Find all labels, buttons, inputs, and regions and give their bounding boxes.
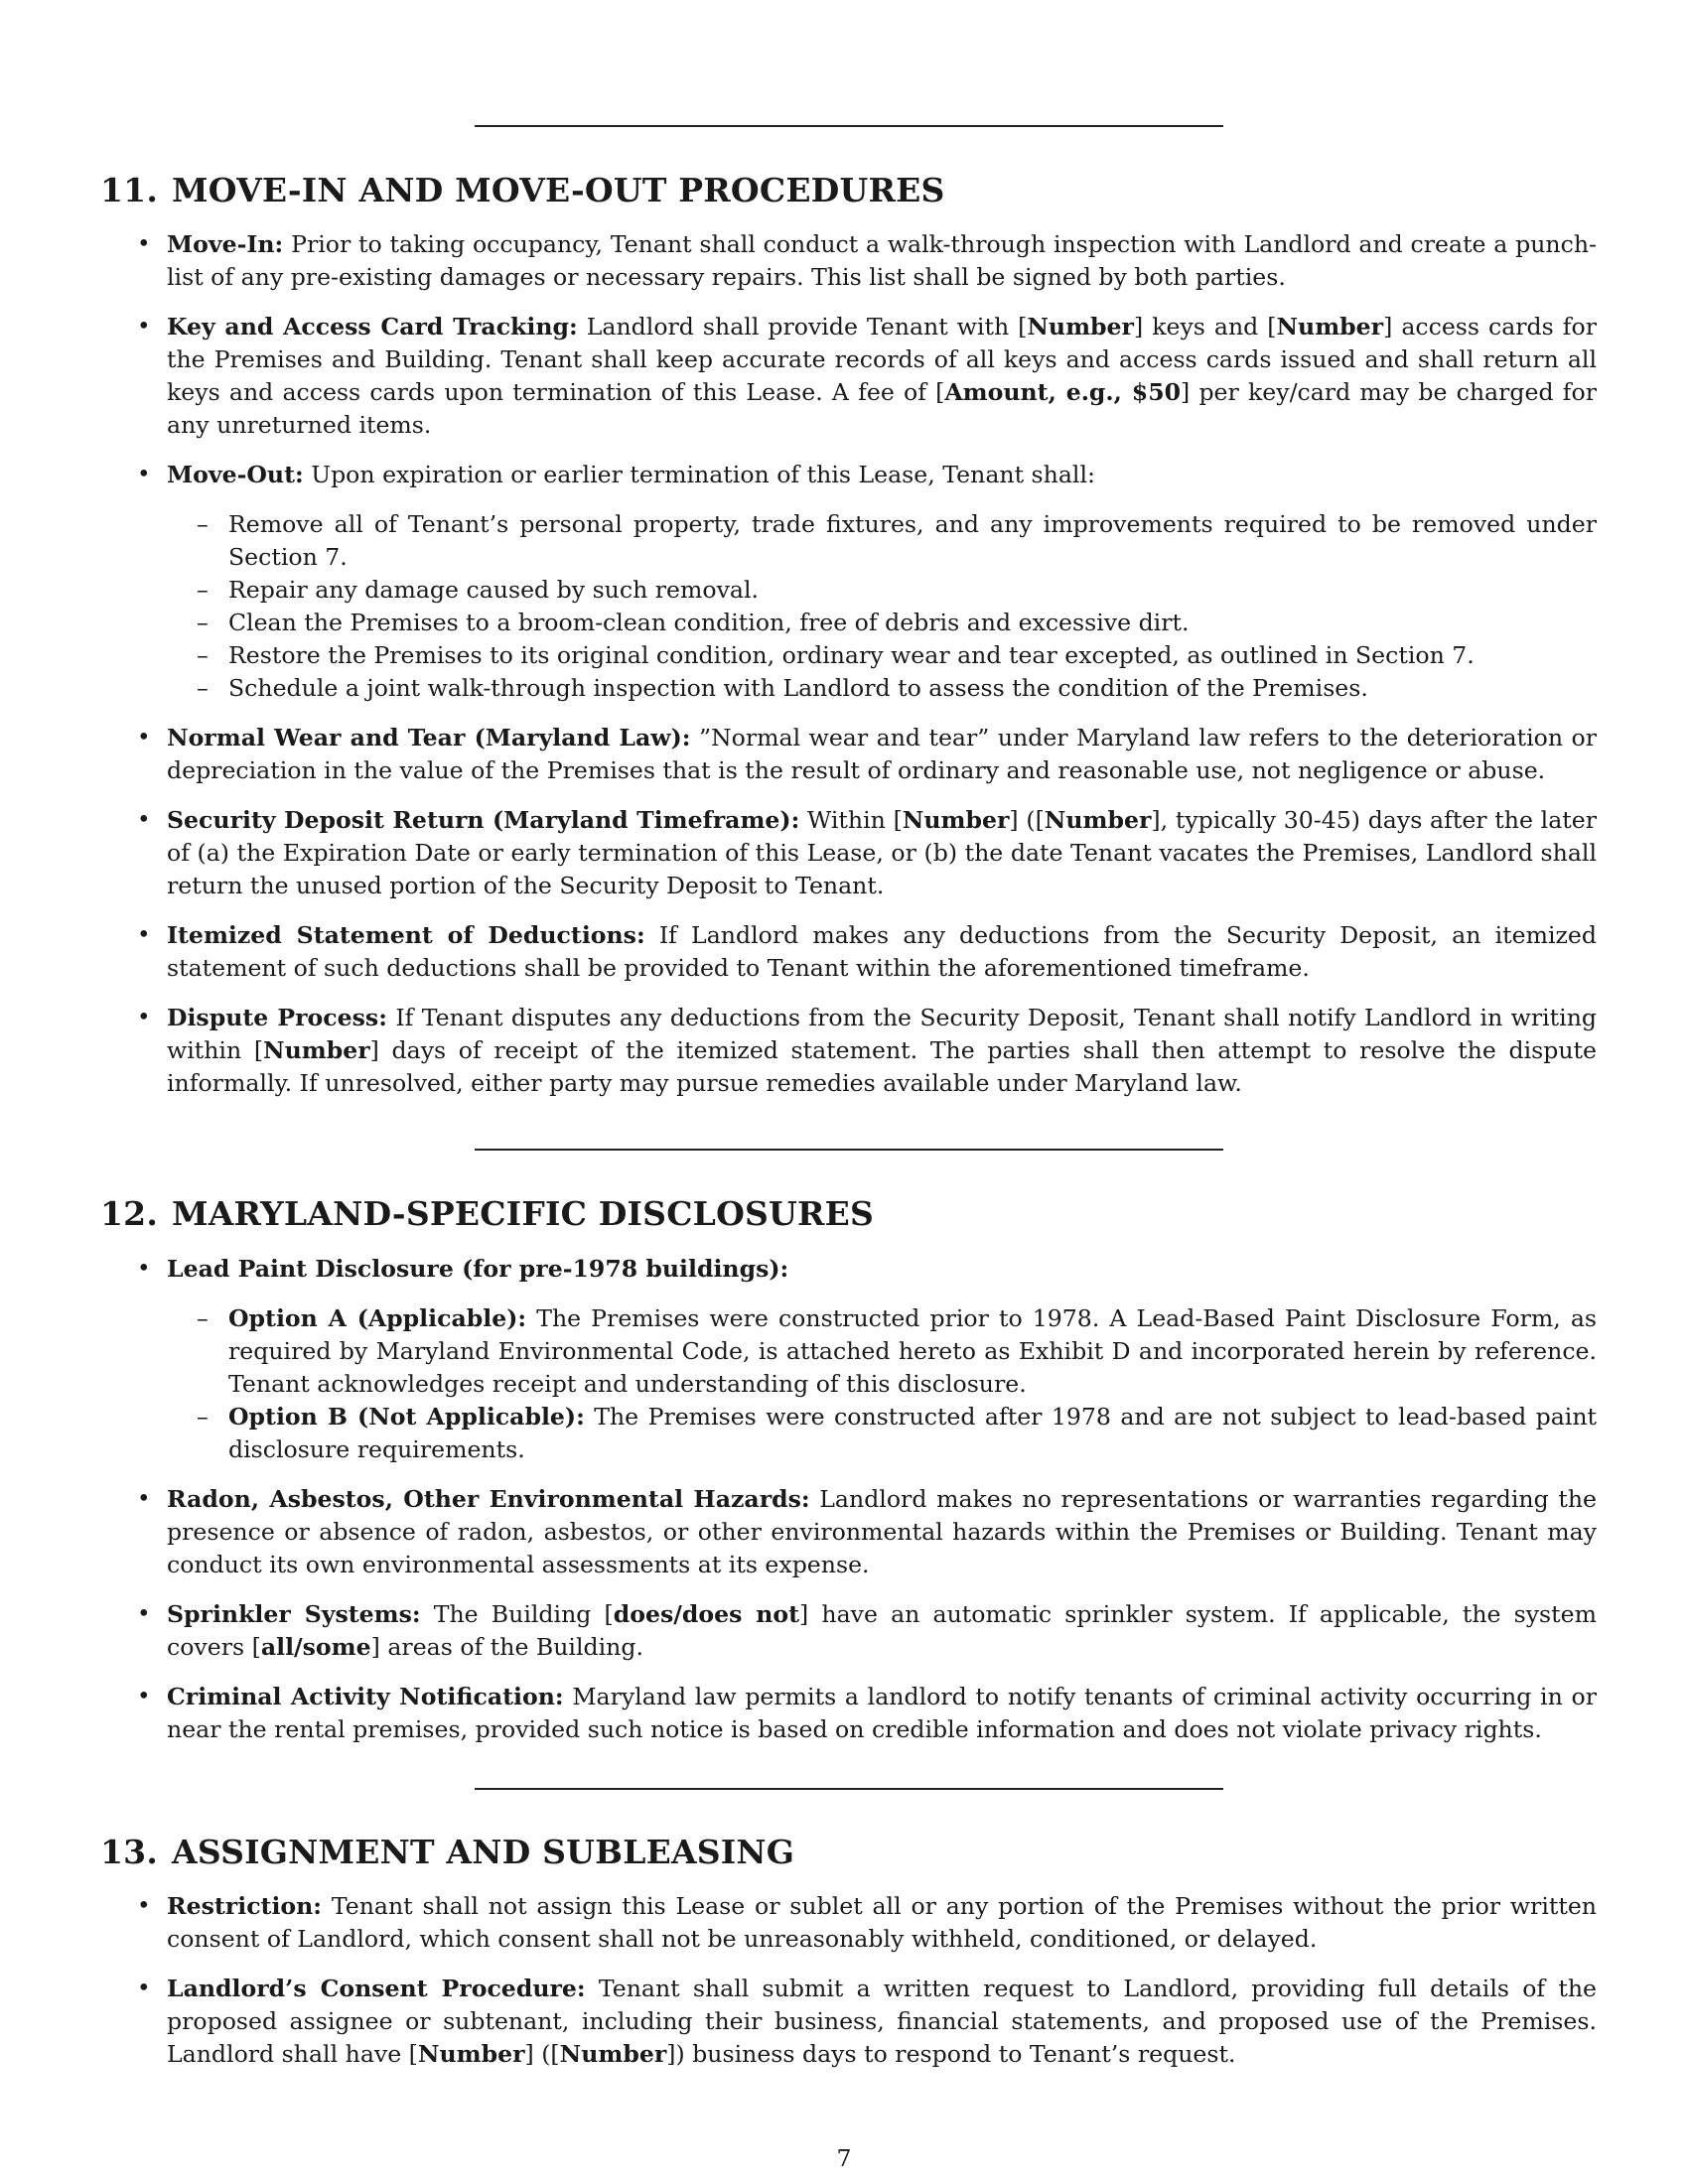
placeholder-field: Number xyxy=(1044,806,1152,834)
item-text: Prior to taking occupancy, Tenant shall conduct a walk-through inspection with Landlord and create a punch-list of any pre-existing damages or necessary repairs. This list shall be signed by both parties. xyxy=(167,230,1598,291)
item-text: ] areas of the Building. xyxy=(370,1633,643,1661)
placeholder-field: Number xyxy=(417,2040,525,2068)
item-text: Maryland law permits a landlord to notify tenants of criminal activity occurring in or near the rental premises, provided such notice is based on credible information and does not violate privacy rights. xyxy=(167,1683,1597,1743)
placeholder-field: Number xyxy=(902,806,1010,834)
section-13-list xyxy=(167,1890,1597,2071)
item-text: Upon expiration or earlier termination of this Lease, Tenant shall: xyxy=(311,461,1095,488)
list-item-wear-and-tear xyxy=(167,722,1597,787)
section-number: 11. xyxy=(100,171,159,209)
section-title: MOVE-IN AND MOVE-OUT PROCEDURES xyxy=(172,171,945,209)
item-text: ] keys and [ xyxy=(1133,313,1277,341)
horizontal-rule xyxy=(475,1788,1223,1790)
section-12-list xyxy=(167,1253,1597,1746)
item-label: Lead Paint Disclosure (for pre-1978 buildings): xyxy=(167,1255,789,1283)
section-number: 13. xyxy=(100,1833,159,1871)
item-text: If Tenant disputes any deductions from the Security Deposit, Tenant shall notify Landlord in writing within [ xyxy=(167,1004,1597,1064)
horizontal-rule xyxy=(475,1149,1223,1151)
horizontal-rule xyxy=(475,125,1223,127)
item-label: Criminal Activity Notification: xyxy=(167,1683,564,1710)
placeholder-field: Amount, e.g., $50 xyxy=(944,378,1182,406)
list-item-lead-paint xyxy=(167,1253,1597,1466)
list-item-itemized-statement xyxy=(167,919,1597,985)
list-item-move-in xyxy=(167,228,1597,294)
option-text: The Premises were constructed after 1978 and are not subject to lead-based paint disclosure requirements. xyxy=(228,1403,1597,1463)
item-label: Key and Access Card Tracking: xyxy=(167,313,578,341)
item-text: ] have an automatic sprinkler system. If applicable, the system covers [ xyxy=(167,1600,1597,1661)
sublist-item: – Repair any damage caused by such removal. xyxy=(228,574,1597,607)
item-label: Move-Out: xyxy=(167,461,304,488)
list-item-dispute-process xyxy=(167,1002,1597,1100)
move-out-sublist xyxy=(167,508,1597,705)
sublist-item: – Remove all of Tenant’s personal property, trade fixtures, and any improvements required to be removed under Section 7. xyxy=(228,508,1597,574)
list-item-restriction xyxy=(167,1890,1597,1956)
list-item-sprinkler-systems xyxy=(167,1598,1597,1664)
item-label: Itemized Statement of Deductions: xyxy=(167,921,645,949)
section-number: 12. xyxy=(100,1194,159,1233)
list-item-environmental-hazards xyxy=(167,1483,1597,1581)
list-item-criminal-activity xyxy=(167,1681,1597,1746)
item-text: ], typically 30-45) days after the later of (a) the Expiration Date or early termination of this Lease, or (b) the date Tenant vacates the Premises, Landlord shall return the unused portion of the Security Deposit to Tenant. xyxy=(167,806,1598,899)
list-item-move-out xyxy=(167,459,1597,705)
item-label: Security Deposit Return (Maryland Timeframe): xyxy=(167,806,800,834)
placeholder-field: Number xyxy=(1027,313,1134,341)
item-text: ] per key/card may be charged for any unreturned items. xyxy=(167,378,1597,439)
section-title: ASSIGNMENT AND SUBLEASING xyxy=(172,1833,795,1871)
list-item-security-deposit xyxy=(167,804,1597,902)
item-text: Landlord shall provide Tenant with [ xyxy=(586,313,1028,341)
item-label: Sprinkler Systems: xyxy=(167,1600,421,1628)
option-a-item xyxy=(228,1302,1597,1401)
section-heading-13 xyxy=(100,1833,794,1871)
lead-paint-options xyxy=(167,1302,1597,1466)
item-text: ] ([ xyxy=(1009,806,1045,834)
sublist-item: – Clean the Premises to a broom-clean condition, free of debris and excessive dirt. xyxy=(228,607,1597,639)
section-heading-12 xyxy=(100,1194,874,1233)
section-11-list xyxy=(167,228,1597,1100)
placeholder-field: Number xyxy=(559,2040,667,2068)
item-label: Dispute Process: xyxy=(167,1004,387,1031)
list-item-key-tracking xyxy=(167,311,1597,442)
item-text: Tenant shall submit a written request to Landlord, providing full details of the proposed assignee or subtenant, including their business, financial statements, and proposed use of the Premises. Landlord shall have [ xyxy=(167,1975,1597,2068)
item-label: Move-In: xyxy=(167,230,284,258)
page-number: 7 xyxy=(836,2144,852,2172)
option-text: The Premises were constructed prior to 1978. A Lead-Based Paint Disclosure Form, as required by Maryland Environmental Code, is attached hereto as Exhibit D and incorporated herein by reference. Tenant acknowledges receipt and understanding of this disclosure. xyxy=(228,1304,1598,1398)
item-label: Restriction: xyxy=(167,1892,323,1920)
sublist-item: – Restore the Premises to its original condition, ordinary wear and tear excepted, as outlined in Section 7. xyxy=(228,639,1597,672)
section-title: MARYLAND-SPECIFIC DISCLOSURES xyxy=(172,1194,875,1233)
item-text: ] days of receipt of the itemized statement. The parties shall then attempt to resolve the dispute informally. If unresolved, either party may pursue remedies available under Maryland law. xyxy=(167,1036,1597,1097)
placeholder-field: all/some xyxy=(260,1633,371,1661)
item-text: ”Normal wear and tear” under Maryland law refers to the deterioration or depreciation in the value of the Premises that is the result of ordinary and reasonable use, not negligence or abuse. xyxy=(167,724,1597,784)
item-text: If Landlord makes any deductions from the Security Deposit, an itemized statement of such deductions shall be provided to Tenant within the aforementioned timeframe. xyxy=(167,921,1597,982)
item-text: ]) business days to respond to Tenant’s request. xyxy=(666,2040,1236,2068)
item-text: The Building [ xyxy=(433,1600,614,1628)
item-label: Radon, Asbestos, Other Environmental Hazards: xyxy=(167,1485,810,1513)
placeholder-field: does/does not xyxy=(613,1600,800,1628)
option-b-item xyxy=(228,1401,1597,1466)
item-label: Normal Wear and Tear (Maryland Law): xyxy=(167,724,691,751)
item-text: ] ([ xyxy=(524,2040,560,2068)
item-text: Tenant shall not assign this Lease or sublet all or any portion of the Premises without the prior written consent of Landlord, which consent shall not be unreasonably withheld, conditioned, or delayed. xyxy=(167,1892,1598,1953)
sublist-item: – Schedule a joint walk-through inspection with Landlord to assess the condition of the Premises. xyxy=(228,672,1597,705)
list-item-consent-procedure xyxy=(167,1973,1597,2071)
placeholder-field: Number xyxy=(263,1036,370,1064)
section-heading-11 xyxy=(100,171,944,209)
item-text: Landlord makes no representations or warranties regarding the presence or absence of radon, asbestos, or other environmental hazards within the Premises or Building. Tenant may conduct its own environmental assessments at its expense. xyxy=(167,1485,1597,1578)
item-label: Landlord’s Consent Procedure: xyxy=(167,1975,586,2002)
item-text: ] access cards for the Premises and Building. Tenant shall keep accurate records of all keys and access cards issued and shall return all keys and access cards upon termination of this Lease. A fee of [ xyxy=(167,313,1597,406)
option-label: Option B (Not Applicable): xyxy=(228,1403,585,1431)
option-label: Option A (Applicable): xyxy=(228,1304,527,1332)
placeholder-field: Number xyxy=(1276,313,1384,341)
item-text: Within [ xyxy=(807,806,903,834)
